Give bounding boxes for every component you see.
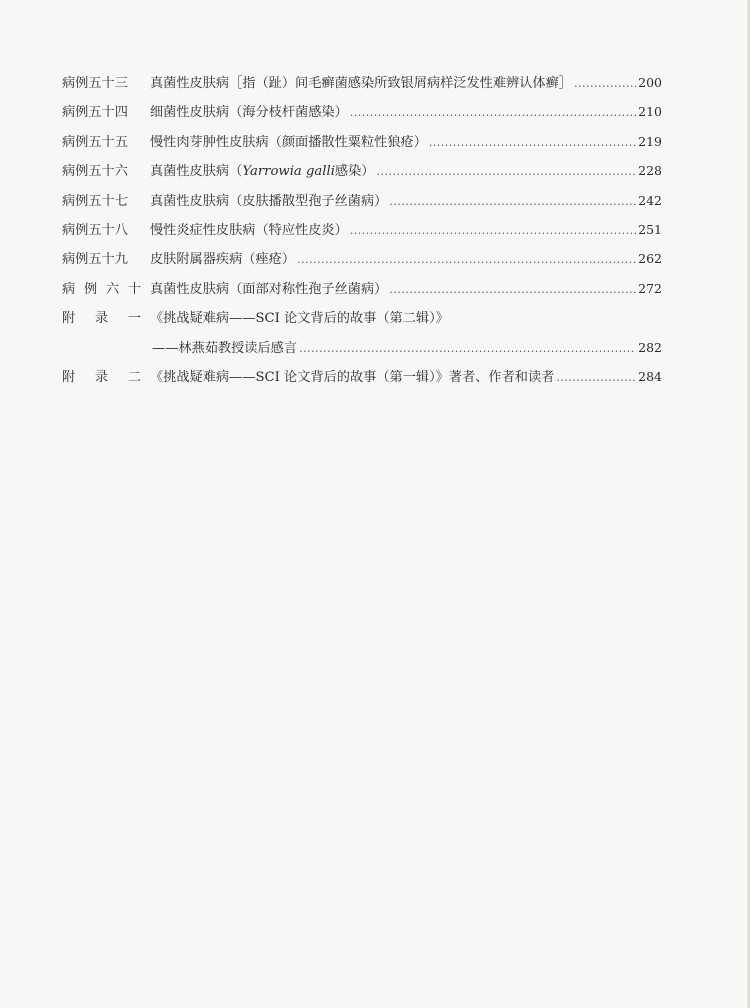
toc-entry-appendix-1[interactable]	[62, 307, 662, 336]
toc-entry[interactable]	[62, 248, 662, 277]
toc-entry[interactable]	[62, 72, 662, 101]
entry-title: 皮肤附属器疾病（痤疮）	[150, 252, 296, 268]
entry-label: 附 录 二	[62, 369, 141, 385]
entry-label: 病例五十六	[62, 164, 128, 180]
page-number: 284	[638, 368, 662, 384]
dot-leader	[389, 194, 636, 209]
entry-title: 《挑战疑难病——SCI 论文背后的故事（第一辑）》著者、作者和读者	[150, 369, 555, 385]
page-number: 282	[638, 339, 662, 355]
entry-label: 病例五十五	[62, 134, 128, 150]
dot-leader	[350, 223, 636, 238]
dot-leader	[429, 135, 636, 150]
entry-title: 《挑战疑难病——SCI 论文背后的故事（第二辑）》	[150, 311, 449, 327]
entry-label: 附 录 一	[62, 311, 141, 327]
entry-title: 慢性肉芽肿性皮肤病（颜面播散性粟粒性狼疮）	[150, 134, 427, 150]
entry-label: 病 例 六 十	[62, 281, 141, 297]
entry-label: 病例五十三	[62, 76, 128, 91]
entry-label: 病例五十四	[62, 105, 128, 121]
page-number: 272	[638, 280, 662, 296]
toc-entry-continuation[interactable]	[62, 337, 662, 366]
page-number: 251	[638, 221, 662, 237]
toc-entry-appendix-2[interactable]	[62, 366, 662, 395]
dot-leader	[389, 282, 636, 297]
toc-entry[interactable]	[62, 101, 662, 130]
dot-leader	[574, 76, 636, 91]
dot-leader	[556, 370, 636, 385]
dot-leader	[297, 252, 636, 267]
page-number: 228	[638, 163, 662, 179]
dot-leader	[299, 341, 636, 356]
entry-label: 病例五十八	[62, 222, 128, 238]
dot-leader	[350, 105, 636, 120]
toc-entry[interactable]	[62, 278, 662, 307]
entry-title: 细菌性皮肤病（海分枝杆菌感染）	[150, 105, 348, 121]
toc-entry[interactable]	[62, 131, 662, 160]
page-number: 200	[638, 75, 662, 90]
page-number: 210	[638, 104, 662, 120]
page-number: 262	[638, 251, 662, 267]
toc-entry[interactable]	[62, 160, 662, 189]
title-suffix: 感染）	[334, 164, 375, 180]
toc-entry[interactable]	[62, 219, 662, 248]
toc-entry[interactable]	[62, 190, 662, 219]
entry-label: 病例五十七	[62, 193, 128, 209]
entry-label: 病例五十九	[62, 252, 128, 268]
entry-title	[150, 160, 374, 179]
entry-title: 真菌性皮肤病［指（趾）间毛癣菌感染所致银屑病样泛发性难辨认体癣］	[150, 76, 572, 91]
dot-leader	[376, 164, 636, 179]
title-prefix: 真菌性皮肤病（	[150, 164, 243, 180]
species-name: Yarrowia galli	[242, 164, 335, 180]
page-number: 219	[638, 133, 662, 149]
table-of-contents	[62, 72, 662, 395]
entry-subtitle: ——林燕茹教授读后感言	[152, 340, 298, 356]
entry-title: 慢性炎症性皮肤病（特应性皮炎）	[150, 222, 348, 238]
entry-title: 真菌性皮肤病（面部对称性孢子丝菌病）	[150, 281, 388, 297]
entry-title: 真菌性皮肤病（皮肤播散型孢子丝菌病）	[150, 193, 388, 209]
page-number: 242	[638, 192, 662, 208]
